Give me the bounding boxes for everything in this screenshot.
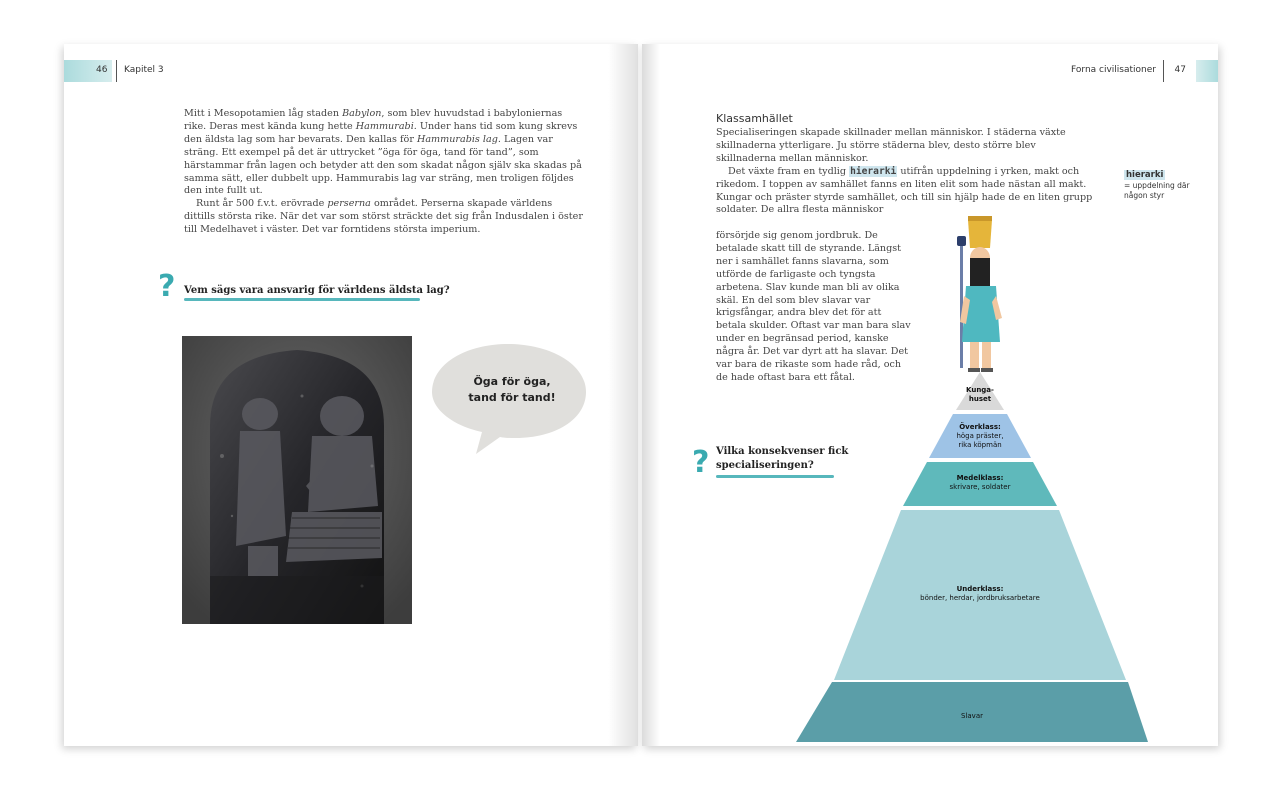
page-gutter-shadow [642, 44, 660, 746]
label-upper-class-desc-2: rika köpmän [958, 441, 1002, 449]
question-underline [184, 298, 420, 301]
left-page [64, 44, 638, 746]
paragraph-specialization: Specialiseringen skapade skillnader mellan människor. I städerna växte skillnaderna ytterligare. Ju större städerna blev, desto större blev skillnaderna mellan människor. [716, 127, 1066, 164]
question-text: Vem sägs vara ansvarig för världens äldsta lag? [184, 285, 450, 296]
glossary-term: hierarki [1126, 170, 1164, 180]
label-middle-class-desc: skrivare, soldater [949, 483, 1011, 491]
label-upper-class-title: Överklass: [959, 423, 1001, 431]
paragraph-persians: Runt år 500 f.v.t. erövrade perserna området. Perserna skapade världens dittills största rike. När det var som störst sträckte det sig från Indusdalen i öster till Medelhavet i väster. Det var forntidens största imperium. [184, 198, 583, 236]
chapter-title: Forna civilisationer [1071, 65, 1156, 75]
hammurabi-stele-image [182, 336, 412, 624]
hierarchy-text-end: utifrån uppdelning i yrken, makt och rikedom. I toppen av samhället fanns en liten elit som hade nästan all makt. Kungar och präster styrde samhället, och till sin hjälp hade de en liten grupp soldater. De allra flesta människor [716, 165, 1093, 216]
question-line-2: specialiseringen? [716, 460, 814, 471]
question-line-1: Vilka konsekvenser fick [716, 446, 849, 457]
header-divider [116, 60, 117, 82]
section-title: Klassamhället [716, 112, 793, 125]
chapter-title: Kapitel 3 [124, 65, 164, 75]
question-mark-icon: ? [692, 445, 710, 480]
paragraph-slaves: försörjde sig genom jordbruk. De betalade skatt till de styrande. Längst ner i samhället fanns slavarna, som utförde de farligaste och tyngsta arbetena. Slav kunde man bli av olika skäl. En del som blev slavar var krigsfångar, andra blev det för att betala skulder. Oftast var man bara slav under en begränsad period, kanske några år. Det var dyrt att ha slavar. Det var bara de rikaste som hade råd, och de hade oftast bara ett fåtal. [716, 230, 911, 383]
label-middle-class-title: Medelklass: [956, 474, 1004, 482]
label-kingdom-1: Kunga- [966, 386, 994, 394]
label-kingdom-2: huset [968, 395, 992, 403]
paragraph-hierarchy [716, 166, 1096, 218]
bubble-line-1: Öga för öga, [473, 375, 551, 388]
question-mark-icon: ? [158, 269, 176, 304]
header-divider [1163, 60, 1164, 82]
glossary-definition: = uppdelning där någon styr [1124, 181, 1190, 200]
paragraph-babylon: Mitt i Mesopotamien låg staden Babylon, som blev huvudstad i babyloniernas rike. Deras mest kända kung hette Hammurabi. Under hans tid som kung skrevs den äldsta lag som har bevarats. Den kallas för Hammurabis lag. Lagen var sträng. Ett exempel på det är uttrycket ”öga för öga, tand för tand”, som härstammar från lagen och betyder att den som skadat någon själv ska skadas på samma sätt, eller dubbelt upp. Hammurabis lag var sträng, men troligen följdes den inte fullt ut. [184, 108, 582, 197]
glossary-box [1124, 170, 1214, 201]
page-number: 47 [1174, 65, 1186, 75]
right-page [642, 44, 1218, 746]
label-lower-class-title: Underklass: [956, 585, 1004, 593]
term-hierarki: hierarki [850, 165, 897, 177]
page-number: 46 [96, 65, 108, 75]
main-text-wide [716, 127, 1096, 217]
main-text [184, 108, 584, 237]
label-lower-class-desc: bönder, herdar, jordbruksarbetare [920, 594, 1040, 602]
hierarchy-text-start: Det växte fram en tydlig [728, 165, 850, 177]
label-slaves: Slavar [961, 712, 983, 720]
bubble-line-2: tand för tand! [468, 391, 556, 404]
king-figure-icon [957, 216, 1002, 372]
speech-bubble [430, 340, 590, 460]
header-band [1196, 60, 1218, 82]
class-pyramid-diagram [792, 214, 1162, 720]
label-upper-class-desc: höga präster, [956, 432, 1004, 440]
page-gutter-shadow [608, 44, 638, 746]
